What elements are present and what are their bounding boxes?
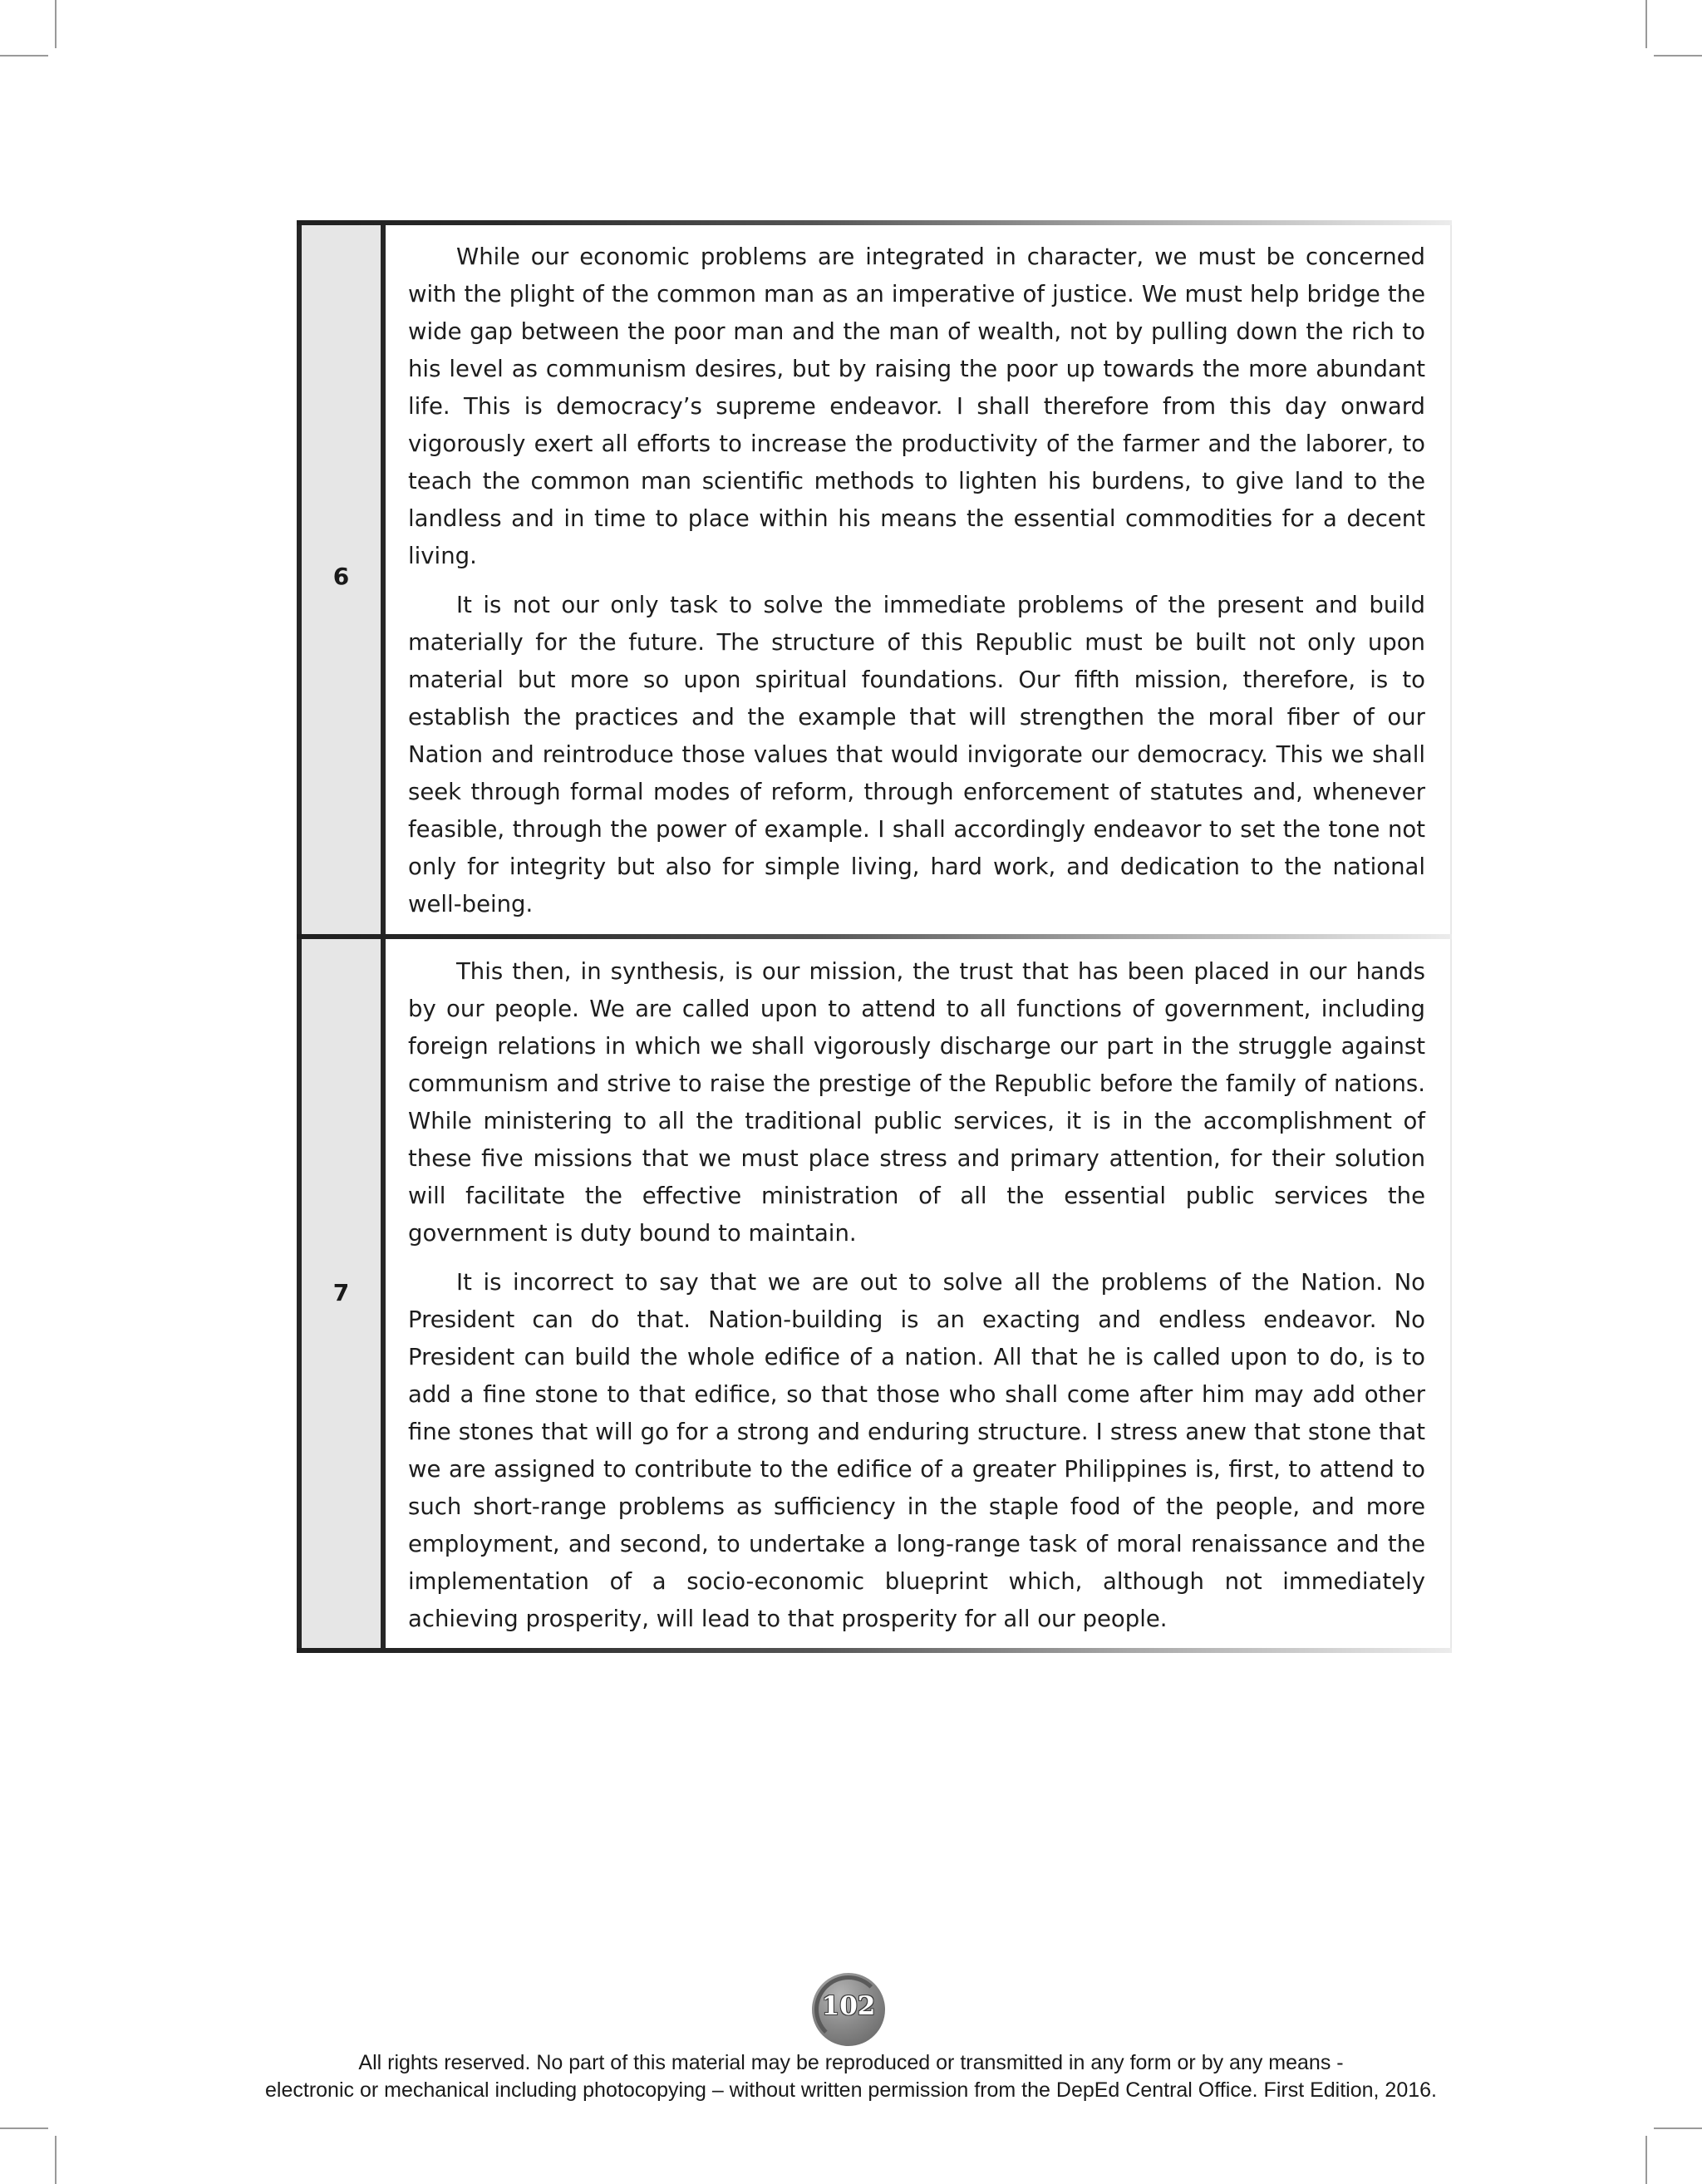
footer-line-2: electronic or mechanical including photocopying – without written permission from the DepEd Central Office. First Edition, 2016. <box>265 2078 1437 2102</box>
crop-mark-bottom-right-vertical <box>1645 2136 1647 2184</box>
crop-mark-top-right-horizontal <box>1654 55 1702 57</box>
paragraph-number-cell <box>297 937 381 1653</box>
crop-mark-bottom-right-horizontal <box>1654 2127 1702 2129</box>
table-row <box>297 937 1452 1653</box>
crop-mark-top-left-horizontal <box>0 55 48 57</box>
crop-mark-bottom-left-vertical <box>55 2136 57 2184</box>
crop-mark-top-left-vertical <box>55 0 57 48</box>
page-number-badge <box>812 1973 885 2046</box>
paragraph-text: It is not our only task to solve the immediate problems of the present and build materially for the future. The structure of this Republic must be built not only upon material but more so upon spiritual foundations. Our fifth mission, therefore, is to establish the practices and the example that will strengthen the moral fiber of our Nation and reintroduce those values that would invigorate our democracy. This we shall seek through formal modes of reform, through enforcement of statutes and, whenever feasible, through the power of example. I shall accordingly endeavor to set the tone not only for integrity but also for simple living, hard work, and dedication to the national well-being. <box>408 592 1425 917</box>
paragraph-text: It is incorrect to say that we are out to solve all the problems of the Nation. No President can do that. Nation-building is an exacting and endless endeavor. No President can build the whole edifice of a nation. All that he is called upon to do, is to add a fine stone to that edifice, so that those who shall come after him may add other fine stones that will go for a strong and enduring structure. I stress anew that stone that we are assigned to contribute to the edifice of a greater Philippines is, first, to attend to such short-range problems as sufficiency in the staple food of the people, and more employment, and second, to undertake a long-range task of moral renaissance and the implementation of a socio-economic blueprint which, although not immediately achieving prosperity, will lead to that prosperity for all our people. <box>408 1269 1425 1632</box>
paragraph-text-cell <box>408 953 1425 1638</box>
crop-mark-bottom-left-horizontal <box>0 2127 48 2129</box>
paragraph-table <box>297 220 1452 1653</box>
table-right-edge <box>1450 937 1452 1653</box>
paragraph-text-cell <box>408 239 1425 923</box>
paragraph-number-cell <box>297 220 381 937</box>
table-row <box>297 220 1452 937</box>
column-divider <box>381 220 386 937</box>
table-top-rule <box>297 220 1452 225</box>
paragraph-number: 7 <box>332 1279 350 1306</box>
footer-line-1: All rights reserved. No part of this material may be reproduced or transmitted in any form or by any means - <box>358 2051 1344 2074</box>
paragraph-number: 6 <box>332 563 350 590</box>
crop-mark-top-right-vertical <box>1645 0 1647 48</box>
paragraph-text: While our economic problems are integrated in character, we must be concerned with the plight of the common man as an imperative of justice. We must help bridge the wide gap between the poor man and the man of wealth, not by pulling down the rich to his level as communism desires, but by raising the poor up towards the more abundant life. This is democracy’s supreme endeavor. I shall therefore from this day onward vigorously exert all efforts to increase the productivity of the farmer and the laborer, to teach the common man scientific methods to lighten his burdens, to give land to the landless and in time to place within his means the essential commodities for a decent living. <box>408 243 1425 569</box>
table-middle-rule <box>297 934 1452 939</box>
table-right-edge <box>1450 220 1452 937</box>
paragraph-text: This then, in synthesis, is our mission, the trust that has been placed in our hands by our people. We are called upon to attend to all functions of government, including foreign relations in which we shall vigorously discharge our part in the struggle against communism and strive to raise the prestige of the Republic before the family of nations. While ministering to all the traditional public services, it is in the accomplishment of these five missions that we must place stress and primary attention, for their solution will facilitate the effective ministration of all the essential public services the government is duty bound to maintain. <box>408 958 1425 1247</box>
page-number: 102 <box>821 1991 876 2021</box>
table-bottom-rule <box>297 1648 1452 1653</box>
column-divider <box>381 937 386 1653</box>
